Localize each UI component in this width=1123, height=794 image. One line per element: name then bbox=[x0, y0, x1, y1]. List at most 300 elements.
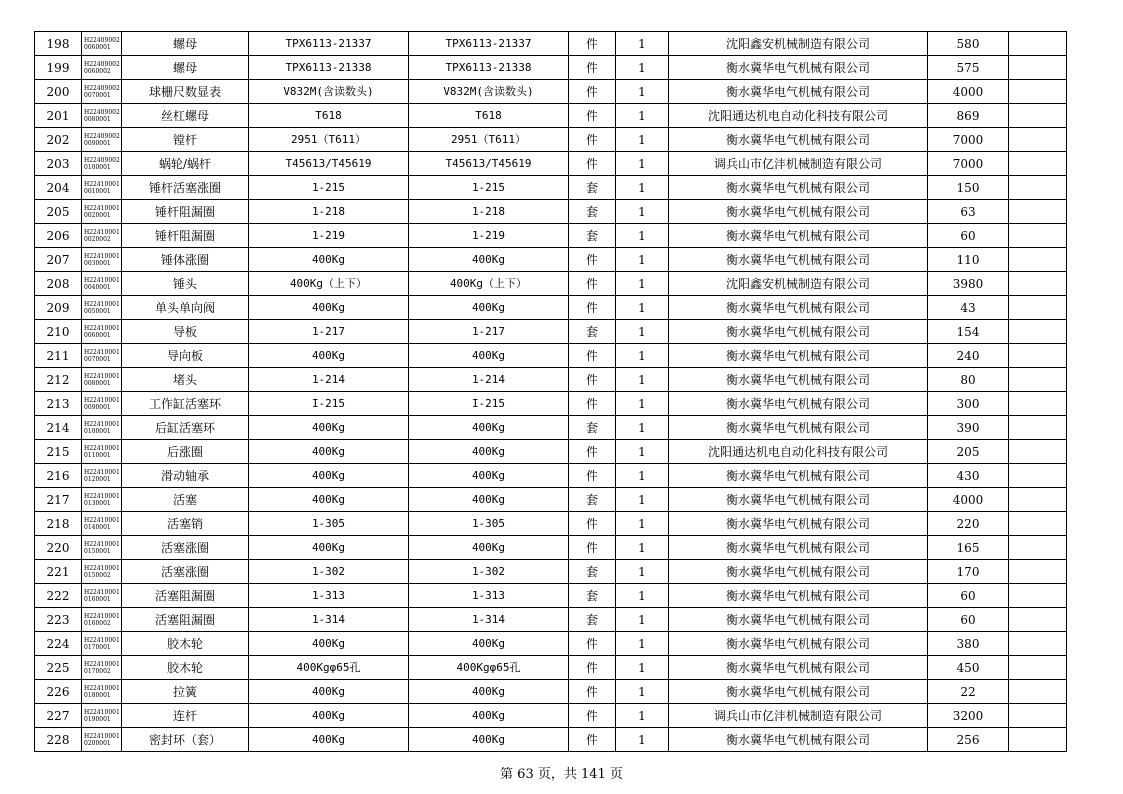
price-cell: 60 bbox=[928, 224, 1009, 248]
unit-cell: 件 bbox=[569, 632, 616, 656]
table-row bbox=[35, 608, 1067, 632]
unit-cell: 套 bbox=[569, 200, 616, 224]
spec-cell: 400Kg bbox=[249, 416, 409, 440]
note-cell bbox=[1009, 488, 1067, 512]
note-cell bbox=[1009, 584, 1067, 608]
part-name-cell: 导向板 bbox=[122, 344, 249, 368]
unit-cell: 套 bbox=[569, 224, 616, 248]
material-code-cell: H224100010190001 bbox=[82, 704, 122, 728]
note-cell bbox=[1009, 728, 1067, 752]
quantity-cell: 1 bbox=[616, 224, 669, 248]
part-name-cell: 螺母 bbox=[122, 32, 249, 56]
material-code-cell: H224100010070001 bbox=[82, 344, 122, 368]
spec-cell: 400Kg bbox=[249, 728, 409, 752]
table-row bbox=[35, 536, 1067, 560]
quantity-cell: 1 bbox=[616, 704, 669, 728]
price-cell: 380 bbox=[928, 632, 1009, 656]
part-name-cell: 导板 bbox=[122, 320, 249, 344]
quantity-cell: 1 bbox=[616, 608, 669, 632]
material-code-cell: H224100010060001 bbox=[82, 320, 122, 344]
price-cell: 869 bbox=[928, 104, 1009, 128]
table-row bbox=[35, 224, 1067, 248]
supplier-cell: 衡水冀华电气机械有限公司 bbox=[669, 392, 928, 416]
spec-cell: 400Kg bbox=[249, 248, 409, 272]
price-cell: 165 bbox=[928, 536, 1009, 560]
table-row bbox=[35, 176, 1067, 200]
model-cell: 1-305 bbox=[409, 512, 569, 536]
table-row bbox=[35, 248, 1067, 272]
quantity-cell: 1 bbox=[616, 32, 669, 56]
note-cell bbox=[1009, 512, 1067, 536]
material-code-cell: H224100010030001 bbox=[82, 248, 122, 272]
note-cell bbox=[1009, 392, 1067, 416]
model-cell: 400Kg bbox=[409, 464, 569, 488]
supplier-cell: 衡水冀华电气机械有限公司 bbox=[669, 632, 928, 656]
unit-cell: 套 bbox=[569, 488, 616, 512]
supplier-cell: 衡水冀华电气机械有限公司 bbox=[669, 368, 928, 392]
quantity-cell: 1 bbox=[616, 296, 669, 320]
model-cell: 1-314 bbox=[409, 608, 569, 632]
model-cell: TPX6113-21338 bbox=[409, 56, 569, 80]
unit-cell: 件 bbox=[569, 296, 616, 320]
unit-cell: 套 bbox=[569, 416, 616, 440]
price-cell: 170 bbox=[928, 560, 1009, 584]
material-code-cell: H224090020090001 bbox=[82, 128, 122, 152]
model-cell: I-215 bbox=[409, 392, 569, 416]
table-row bbox=[35, 296, 1067, 320]
price-cell: 575 bbox=[928, 56, 1009, 80]
supplier-cell: 衡水冀华电气机械有限公司 bbox=[669, 464, 928, 488]
quantity-cell: 1 bbox=[616, 248, 669, 272]
note-cell bbox=[1009, 536, 1067, 560]
spec-cell: 2951（T611） bbox=[249, 128, 409, 152]
table-row bbox=[35, 488, 1067, 512]
note-cell bbox=[1009, 200, 1067, 224]
price-cell: 430 bbox=[928, 464, 1009, 488]
model-cell: 400Kg bbox=[409, 488, 569, 512]
spec-cell: TPX6113-21337 bbox=[249, 32, 409, 56]
part-name-cell: 锤杆活塞涨圈 bbox=[122, 176, 249, 200]
price-cell: 390 bbox=[928, 416, 1009, 440]
material-code-cell: H224100010150002 bbox=[82, 560, 122, 584]
price-cell: 110 bbox=[928, 248, 1009, 272]
part-name-cell: 密封环（套） bbox=[122, 728, 249, 752]
part-name-cell: 连杆 bbox=[122, 704, 249, 728]
part-name-cell: 活塞阻漏圈 bbox=[122, 608, 249, 632]
supplier-cell: 衡水冀华电气机械有限公司 bbox=[669, 728, 928, 752]
row-number-cell: 228 bbox=[35, 728, 82, 752]
part-name-cell: 胶木轮 bbox=[122, 632, 249, 656]
table-row bbox=[35, 200, 1067, 224]
unit-cell: 件 bbox=[569, 56, 616, 80]
spec-cell: 400Kg bbox=[249, 440, 409, 464]
material-code-cell: H224100010200001 bbox=[82, 728, 122, 752]
quantity-cell: 1 bbox=[616, 392, 669, 416]
price-cell: 220 bbox=[928, 512, 1009, 536]
note-cell bbox=[1009, 152, 1067, 176]
price-cell: 154 bbox=[928, 320, 1009, 344]
model-cell: V832M(含读数头) bbox=[409, 80, 569, 104]
spec-cell: 400Kg bbox=[249, 536, 409, 560]
price-cell: 150 bbox=[928, 176, 1009, 200]
quantity-cell: 1 bbox=[616, 680, 669, 704]
model-cell: 400Kg bbox=[409, 296, 569, 320]
unit-cell: 件 bbox=[569, 80, 616, 104]
row-number-cell: 214 bbox=[35, 416, 82, 440]
spec-cell: 1-215 bbox=[249, 176, 409, 200]
spec-cell: TPX6113-21338 bbox=[249, 56, 409, 80]
supplier-cell: 衡水冀华电气机械有限公司 bbox=[669, 512, 928, 536]
price-cell: 80 bbox=[928, 368, 1009, 392]
supplier-cell: 沈阳鑫安机械制造有限公司 bbox=[669, 272, 928, 296]
note-cell bbox=[1009, 608, 1067, 632]
model-cell: 400Kg bbox=[409, 416, 569, 440]
table-row bbox=[35, 272, 1067, 296]
part-name-cell: 锤杆阻漏圈 bbox=[122, 200, 249, 224]
price-cell: 7000 bbox=[928, 152, 1009, 176]
note-cell bbox=[1009, 56, 1067, 80]
supplier-cell: 衡水冀华电气机械有限公司 bbox=[669, 128, 928, 152]
row-number-cell: 212 bbox=[35, 368, 82, 392]
part-name-cell: 活塞涨圈 bbox=[122, 560, 249, 584]
quantity-cell: 1 bbox=[616, 152, 669, 176]
note-cell bbox=[1009, 704, 1067, 728]
part-name-cell: 活塞涨圈 bbox=[122, 536, 249, 560]
unit-cell: 件 bbox=[569, 680, 616, 704]
supplier-cell: 调兵山市亿沣机械制造有限公司 bbox=[669, 152, 928, 176]
unit-cell: 件 bbox=[569, 272, 616, 296]
part-name-cell: 螺母 bbox=[122, 56, 249, 80]
supplier-cell: 衡水冀华电气机械有限公司 bbox=[669, 680, 928, 704]
note-cell bbox=[1009, 32, 1067, 56]
price-cell: 450 bbox=[928, 656, 1009, 680]
supplier-cell: 衡水冀华电气机械有限公司 bbox=[669, 56, 928, 80]
spec-cell: 400Kg bbox=[249, 344, 409, 368]
table-row bbox=[35, 368, 1067, 392]
quantity-cell: 1 bbox=[616, 104, 669, 128]
price-cell: 300 bbox=[928, 392, 1009, 416]
table-row bbox=[35, 632, 1067, 656]
quantity-cell: 1 bbox=[616, 272, 669, 296]
row-number-cell: 215 bbox=[35, 440, 82, 464]
unit-cell: 件 bbox=[569, 704, 616, 728]
supplier-cell: 沈阳鑫安机械制造有限公司 bbox=[669, 32, 928, 56]
material-code-cell: H224100010040001 bbox=[82, 272, 122, 296]
price-cell: 7000 bbox=[928, 128, 1009, 152]
note-cell bbox=[1009, 632, 1067, 656]
table-row bbox=[35, 416, 1067, 440]
quantity-cell: 1 bbox=[616, 200, 669, 224]
row-number-cell: 208 bbox=[35, 272, 82, 296]
row-number-cell: 206 bbox=[35, 224, 82, 248]
unit-cell: 件 bbox=[569, 344, 616, 368]
part-name-cell: 球栅尺数显表 bbox=[122, 80, 249, 104]
unit-cell: 件 bbox=[569, 536, 616, 560]
model-cell: 1-214 bbox=[409, 368, 569, 392]
spec-cell: 400Kg bbox=[249, 704, 409, 728]
supplier-cell: 衡水冀华电气机械有限公司 bbox=[669, 296, 928, 320]
table-row bbox=[35, 320, 1067, 344]
table-row bbox=[35, 440, 1067, 464]
material-code-cell: H224090020070001 bbox=[82, 80, 122, 104]
row-number-cell: 225 bbox=[35, 656, 82, 680]
part-name-cell: 丝杠螺母 bbox=[122, 104, 249, 128]
quantity-cell: 1 bbox=[616, 464, 669, 488]
supplier-cell: 衡水冀华电气机械有限公司 bbox=[669, 176, 928, 200]
material-code-cell: H224090020100001 bbox=[82, 152, 122, 176]
page-footer: 第 63 页，共 141 页 bbox=[500, 767, 623, 782]
material-code-cell: H224100010130001 bbox=[82, 488, 122, 512]
row-number-cell: 220 bbox=[35, 536, 82, 560]
model-cell: 400Kg bbox=[409, 728, 569, 752]
row-number-cell: 216 bbox=[35, 464, 82, 488]
material-code-cell: H224100010120001 bbox=[82, 464, 122, 488]
unit-cell: 套 bbox=[569, 320, 616, 344]
table-row bbox=[35, 584, 1067, 608]
row-number-cell: 224 bbox=[35, 632, 82, 656]
part-name-cell: 拉簧 bbox=[122, 680, 249, 704]
model-cell: 400Kg bbox=[409, 680, 569, 704]
unit-cell: 件 bbox=[569, 32, 616, 56]
material-code-cell: H224100010020002 bbox=[82, 224, 122, 248]
material-code-cell: H224100010010001 bbox=[82, 176, 122, 200]
model-cell: T45613/T45619 bbox=[409, 152, 569, 176]
material-code-cell: H224100010090001 bbox=[82, 392, 122, 416]
note-cell bbox=[1009, 272, 1067, 296]
material-code-cell: H224100010080001 bbox=[82, 368, 122, 392]
price-cell: 43 bbox=[928, 296, 1009, 320]
row-number-cell: 222 bbox=[35, 584, 82, 608]
spec-cell: 1-313 bbox=[249, 584, 409, 608]
model-cell: 400Kg bbox=[409, 632, 569, 656]
unit-cell: 件 bbox=[569, 392, 616, 416]
table-row bbox=[35, 728, 1067, 752]
quantity-cell: 1 bbox=[616, 584, 669, 608]
unit-cell: 套 bbox=[569, 584, 616, 608]
supplier-cell: 衡水冀华电气机械有限公司 bbox=[669, 560, 928, 584]
unit-cell: 件 bbox=[569, 656, 616, 680]
table-row bbox=[35, 80, 1067, 104]
unit-cell: 套 bbox=[569, 560, 616, 584]
table-row bbox=[35, 704, 1067, 728]
spec-cell: T45613/T45619 bbox=[249, 152, 409, 176]
table-row bbox=[35, 560, 1067, 584]
note-cell bbox=[1009, 128, 1067, 152]
quantity-cell: 1 bbox=[616, 536, 669, 560]
spec-cell: 400Kg bbox=[249, 296, 409, 320]
row-number-cell: 223 bbox=[35, 608, 82, 632]
supplier-cell: 沈阳通达机电自动化科技有限公司 bbox=[669, 440, 928, 464]
spec-cell: 1-217 bbox=[249, 320, 409, 344]
supplier-cell: 衡水冀华电气机械有限公司 bbox=[669, 416, 928, 440]
row-number-cell: 210 bbox=[35, 320, 82, 344]
note-cell bbox=[1009, 440, 1067, 464]
part-name-cell: 活塞 bbox=[122, 488, 249, 512]
model-cell: 400Kg bbox=[409, 344, 569, 368]
model-cell: T618 bbox=[409, 104, 569, 128]
parts-table bbox=[34, 31, 1067, 752]
supplier-cell: 衡水冀华电气机械有限公司 bbox=[669, 536, 928, 560]
note-cell bbox=[1009, 80, 1067, 104]
price-cell: 60 bbox=[928, 584, 1009, 608]
material-code-cell: H224100010160002 bbox=[82, 608, 122, 632]
unit-cell: 件 bbox=[569, 104, 616, 128]
spec-cell: V832M(含读数头) bbox=[249, 80, 409, 104]
supplier-cell: 沈阳通达机电自动化科技有限公司 bbox=[669, 104, 928, 128]
model-cell: 400Kgφ65孔 bbox=[409, 656, 569, 680]
table-row bbox=[35, 392, 1067, 416]
quantity-cell: 1 bbox=[616, 416, 669, 440]
part-name-cell: 锤头 bbox=[122, 272, 249, 296]
note-cell bbox=[1009, 104, 1067, 128]
quantity-cell: 1 bbox=[616, 368, 669, 392]
row-number-cell: 218 bbox=[35, 512, 82, 536]
row-number-cell: 217 bbox=[35, 488, 82, 512]
unit-cell: 件 bbox=[569, 248, 616, 272]
quantity-cell: 1 bbox=[616, 656, 669, 680]
material-code-cell: H224090020060002 bbox=[82, 56, 122, 80]
supplier-cell: 衡水冀华电气机械有限公司 bbox=[669, 488, 928, 512]
unit-cell: 件 bbox=[569, 368, 616, 392]
table-row bbox=[35, 656, 1067, 680]
material-code-cell: H224100010150001 bbox=[82, 536, 122, 560]
supplier-cell: 衡水冀华电气机械有限公司 bbox=[669, 584, 928, 608]
price-cell: 205 bbox=[928, 440, 1009, 464]
quantity-cell: 1 bbox=[616, 632, 669, 656]
material-code-cell: H224100010140001 bbox=[82, 512, 122, 536]
spec-cell: 400Kg bbox=[249, 464, 409, 488]
row-number-cell: 209 bbox=[35, 296, 82, 320]
note-cell bbox=[1009, 296, 1067, 320]
part-name-cell: 堵头 bbox=[122, 368, 249, 392]
material-code-cell: H224100010170001 bbox=[82, 632, 122, 656]
price-cell: 22 bbox=[928, 680, 1009, 704]
note-cell bbox=[1009, 248, 1067, 272]
table-row bbox=[35, 680, 1067, 704]
supplier-cell: 衡水冀华电气机械有限公司 bbox=[669, 656, 928, 680]
material-code-cell: H224100010170002 bbox=[82, 656, 122, 680]
table-row bbox=[35, 32, 1067, 56]
note-cell bbox=[1009, 680, 1067, 704]
table-row bbox=[35, 512, 1067, 536]
row-number-cell: 205 bbox=[35, 200, 82, 224]
note-cell bbox=[1009, 224, 1067, 248]
part-name-cell: 镗杆 bbox=[122, 128, 249, 152]
spec-cell: 400Kg bbox=[249, 488, 409, 512]
row-number-cell: 211 bbox=[35, 344, 82, 368]
note-cell bbox=[1009, 560, 1067, 584]
spec-cell: 400Kg bbox=[249, 680, 409, 704]
model-cell: 400Kg bbox=[409, 536, 569, 560]
quantity-cell: 1 bbox=[616, 176, 669, 200]
row-number-cell: 227 bbox=[35, 704, 82, 728]
unit-cell: 件 bbox=[569, 128, 616, 152]
supplier-cell: 衡水冀华电气机械有限公司 bbox=[669, 608, 928, 632]
note-cell bbox=[1009, 368, 1067, 392]
material-code-cell: H224100010100001 bbox=[82, 416, 122, 440]
model-cell: 1-219 bbox=[409, 224, 569, 248]
model-cell: 1-302 bbox=[409, 560, 569, 584]
note-cell bbox=[1009, 656, 1067, 680]
spec-cell: 1-305 bbox=[249, 512, 409, 536]
supplier-cell: 衡水冀华电气机械有限公司 bbox=[669, 248, 928, 272]
part-name-cell: 胶木轮 bbox=[122, 656, 249, 680]
price-cell: 4000 bbox=[928, 80, 1009, 104]
row-number-cell: 226 bbox=[35, 680, 82, 704]
unit-cell: 件 bbox=[569, 728, 616, 752]
quantity-cell: 1 bbox=[616, 56, 669, 80]
model-cell: 400Kg bbox=[409, 248, 569, 272]
price-cell: 63 bbox=[928, 200, 1009, 224]
model-cell: 1-217 bbox=[409, 320, 569, 344]
row-number-cell: 213 bbox=[35, 392, 82, 416]
unit-cell: 套 bbox=[569, 608, 616, 632]
part-name-cell: 后涨圈 bbox=[122, 440, 249, 464]
spec-cell: 1-302 bbox=[249, 560, 409, 584]
note-cell bbox=[1009, 416, 1067, 440]
part-name-cell: 滑动轴承 bbox=[122, 464, 249, 488]
material-code-cell: H224100010020001 bbox=[82, 200, 122, 224]
quantity-cell: 1 bbox=[616, 80, 669, 104]
quantity-cell: 1 bbox=[616, 320, 669, 344]
material-code-cell: H224100010110001 bbox=[82, 440, 122, 464]
supplier-cell: 衡水冀华电气机械有限公司 bbox=[669, 224, 928, 248]
note-cell bbox=[1009, 176, 1067, 200]
supplier-cell: 衡水冀华电气机械有限公司 bbox=[669, 344, 928, 368]
quantity-cell: 1 bbox=[616, 128, 669, 152]
part-name-cell: 单头单向阀 bbox=[122, 296, 249, 320]
supplier-cell: 调兵山市亿沣机械制造有限公司 bbox=[669, 704, 928, 728]
quantity-cell: 1 bbox=[616, 488, 669, 512]
spec-cell: I-215 bbox=[249, 392, 409, 416]
part-name-cell: 锤体涨圈 bbox=[122, 248, 249, 272]
table-row bbox=[35, 152, 1067, 176]
material-code-cell: H224100010160001 bbox=[82, 584, 122, 608]
table-row bbox=[35, 104, 1067, 128]
quantity-cell: 1 bbox=[616, 728, 669, 752]
spec-cell: 400Kgφ65孔 bbox=[249, 656, 409, 680]
spec-cell: 1-219 bbox=[249, 224, 409, 248]
part-name-cell: 活塞阻漏圈 bbox=[122, 584, 249, 608]
unit-cell: 套 bbox=[569, 176, 616, 200]
model-cell: 400Kg bbox=[409, 704, 569, 728]
row-number-cell: 202 bbox=[35, 128, 82, 152]
part-name-cell: 锤杆阻漏圈 bbox=[122, 224, 249, 248]
note-cell bbox=[1009, 464, 1067, 488]
material-code-cell: H224090020080001 bbox=[82, 104, 122, 128]
row-number-cell: 221 bbox=[35, 560, 82, 584]
model-cell: TPX6113-21337 bbox=[409, 32, 569, 56]
spec-cell: 1-314 bbox=[249, 608, 409, 632]
part-name-cell: 后缸活塞环 bbox=[122, 416, 249, 440]
part-name-cell: 蜗轮/蜗杆 bbox=[122, 152, 249, 176]
price-cell: 3200 bbox=[928, 704, 1009, 728]
row-number-cell: 207 bbox=[35, 248, 82, 272]
supplier-cell: 衡水冀华电气机械有限公司 bbox=[669, 200, 928, 224]
supplier-cell: 衡水冀华电气机械有限公司 bbox=[669, 80, 928, 104]
part-name-cell: 活塞销 bbox=[122, 512, 249, 536]
quantity-cell: 1 bbox=[616, 440, 669, 464]
price-cell: 3980 bbox=[928, 272, 1009, 296]
part-name-cell: 工作缸活塞环 bbox=[122, 392, 249, 416]
model-cell: 2951（T611） bbox=[409, 128, 569, 152]
quantity-cell: 1 bbox=[616, 512, 669, 536]
price-cell: 240 bbox=[928, 344, 1009, 368]
note-cell bbox=[1009, 320, 1067, 344]
material-code-cell: H224100010050001 bbox=[82, 296, 122, 320]
material-code-cell: H224100010180001 bbox=[82, 680, 122, 704]
spec-cell: 1-214 bbox=[249, 368, 409, 392]
